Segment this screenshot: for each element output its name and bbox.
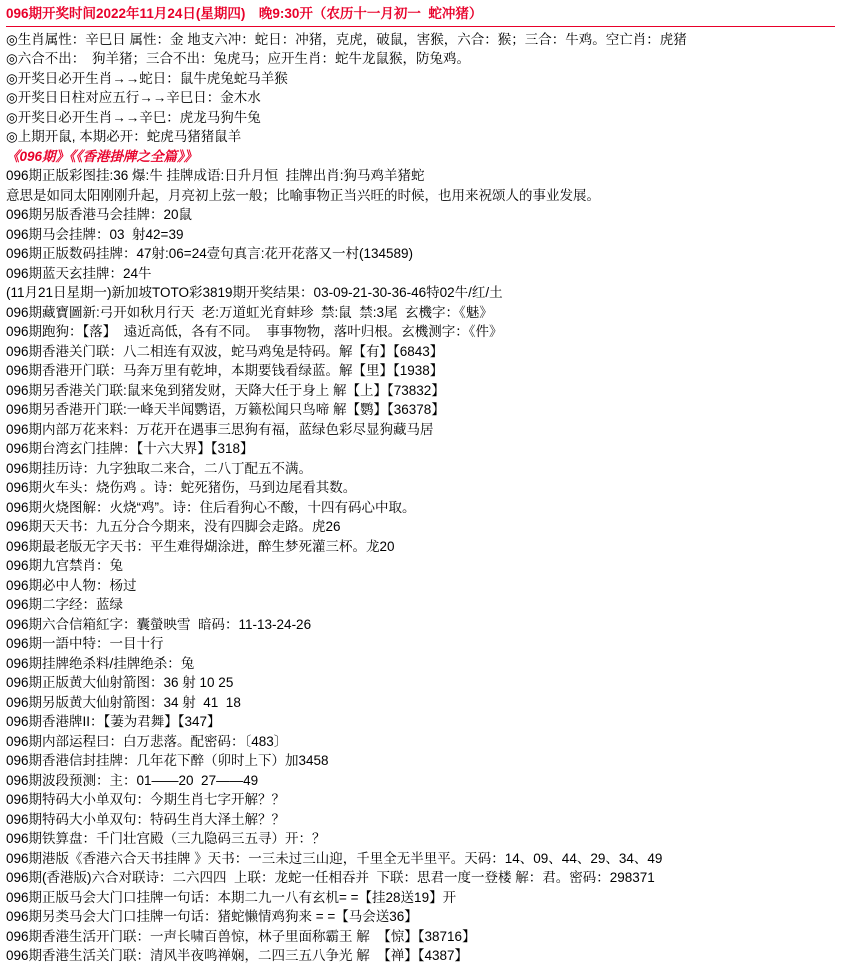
attribute-line-4: ◎开奖日必开生肖→→辛巳：虎龙马狗牛兔	[6, 109, 261, 125]
body-line-5: 096期蓝天玄挂牌：24牛	[6, 265, 152, 281]
body-line-13: 096期内部万花来料：万花开在遇事三思狗有福，蓝绿色彩尽显狗藏马居	[6, 421, 434, 437]
body-line-17: 096期火烧图解：火烧“鸡”。诗：住后看狗心不酸，十四有码心中取。	[6, 499, 416, 515]
body-line-28: 096期香港牌II：【萋为君舞】【347】	[6, 714, 221, 729]
body-line-11: 096期另香港关门联:鼠来兔到猪发财，天降大任于身上 解【上】【73832】	[6, 382, 445, 398]
body-line-7: 096期藏寶圖新:弓开如秋月行天 老:万道虹光育蚌珍 禁:鼠 禁:3尾 玄機字：《魅》	[6, 304, 493, 320]
body-line-20: 096期九宫禁肖：兔	[6, 558, 124, 573]
body-line-33: 096期特码大小单双句：特码生肖大泽土解？？	[6, 811, 286, 827]
body-line-0: 096期正版彩图挂:36 爆:牛 挂牌成语:日升月恒 挂牌出肖:狗马鸡羊猪蛇	[6, 168, 425, 183]
body-line-26: 096期正版黄大仙射箭图：36 射 10 25	[6, 675, 234, 690]
body-line-18: 096期天天书：九五分合今期来，没有四脚会走路。虎26	[6, 519, 341, 534]
body-line-32: 096期特码大小单双句：今期生肖七字开解？？	[6, 792, 286, 807]
attribute-line-0: ◎生肖属性：辛巳日 属性：金 地支六冲：蛇日：冲猪，克虎，破鼠，害猴，六合：猴；三合：牛鸡。空亡肖：虎猪	[6, 31, 687, 47]
attribute-line-2: ◎开奖日必开生肖→→蛇日：鼠牛虎兔蛇马羊猴	[6, 70, 288, 86]
body-line-37: 096期正版马会大门口挂牌一句话：本期二九一八有玄机= =【挂28送19】开	[6, 889, 457, 905]
section-title: 《096期》《《香港掛牌之全篇》》	[6, 148, 198, 164]
body-line-2: 096期另版香港马会挂牌：20鼠	[6, 207, 193, 222]
body-line-8: 096期跑狗：【落】 遠近高低，各有不同。 事事物物，落叶归根。玄機测字：《件》	[6, 324, 503, 339]
body-line-10: 096期香港开门联：马奔万里有乾坤，本期要钱看绿蓝。解【里】【1938】	[6, 363, 444, 378]
body-line-40: 096期香港生活关门联：清风半夜鸣禅娴，二四三五八争光 解 【禅】【4387】	[6, 948, 469, 963]
body-line-1: 意思是如同太阳刚刚升起，月亮初上弦一般；比喻事物正当兴旺的时候，也用来祝颂人的事业发展。	[6, 187, 600, 203]
body-line-22: 096期二字经：蓝绿	[6, 597, 124, 612]
body-line-25: 096期挂牌绝杀料/挂牌绝杀：兔	[6, 655, 195, 671]
attribute-line-1: ◎六合不出： 狗羊猪；三合不出：兔虎马；应开生肖：蛇牛龙鼠猴，防兔鸡。	[6, 51, 471, 66]
body-line-3: 096期马会挂牌：03 射42=39	[6, 226, 184, 242]
body-line-14: 096期台湾玄门挂牌：【十六大界】【318】	[6, 441, 254, 456]
attribute-line-3: ◎开奖日日柱对应五行→→辛巳日：金木水	[6, 90, 261, 105]
body-line-39: 096期香港生活开门联：一声长啸百兽惊，林子里面称霸王 解 【惊】【38716】	[6, 928, 476, 944]
body-line-15: 096期挂历诗：九字独取二来合，二八丁配五不满。	[6, 460, 313, 476]
body-line-24: 096期一語中特：一目十行	[6, 636, 164, 651]
draw-time-header: 096期开奖时间2022年11月24日(星期四) 晚9:30开（农历十一月初一 蛇冲猪）	[6, 6, 483, 21]
body-line-31: 096期波段预测：主：01——20 27——49	[6, 772, 259, 788]
body-line-6: (11月21日星期一)新加坡TOTO彩3819期开奖结果：03-09-21-30-36-46特02牛/红/土	[6, 285, 503, 300]
body-line-29: 096期内部运程曰：白万悲落。配密码：〔483〕	[6, 733, 288, 749]
body-line-30: 096期香港信封挂牌：几年花下醉（卯时上下）加3458	[6, 753, 329, 768]
attribute-line-5: ◎上期开鼠, 本期必开：蛇虎马猪猪鼠羊	[6, 129, 242, 144]
body-line-9: 096期香港关门联：八二相连有双波，蛇马鸡兔是特码。解【有】【6843】	[6, 343, 444, 359]
body-line-35: 096期港版《香港六合天书挂牌 》天书：一三未过三山迎，千里全无半里平。天码：14、09、44、29、34、49	[6, 850, 663, 866]
body-line-19: 096期最老版无字天书：平生难得煳涂进，醉生梦死灌三杯。龙20	[6, 538, 395, 554]
body-line-27: 096期另版黄大仙射箭图：34 射 41 18	[6, 694, 241, 710]
body-line-23: 096期六合信箱紅字：囊螢映雪 暗码：11-13-24-26	[6, 616, 312, 632]
body-line-4: 096期正版数码挂牌：47射:06=24壹句真言:花开花落又一村(134589)	[6, 246, 413, 261]
body-line-12: 096期另香港开门联:一峰天半闻鹦语，万籁松闻只鸟啼 解【鹦】【36378】	[6, 402, 445, 417]
header-divider	[6, 26, 835, 27]
body-line-38: 096期另类马会大门口挂牌一句话：猪蛇懒情鸡狗来 = =【马会送36】	[6, 909, 418, 924]
body-line-16: 096期火车头：烧伤鸡 。诗：蛇死猪伤，马到边尾看其数。	[6, 480, 357, 495]
body-line-21: 096期必中人物：杨过	[6, 577, 137, 593]
body-line-36: 096期(香港版)六合对联诗：二六四四 上联：龙蛇一任相吞并 下联：思君一度一登楼 解：君。密码：298371	[6, 870, 655, 885]
body-line-34: 096期铁算盘：千门壮宫殿（三九隐码三五寻）开：？	[6, 831, 326, 846]
